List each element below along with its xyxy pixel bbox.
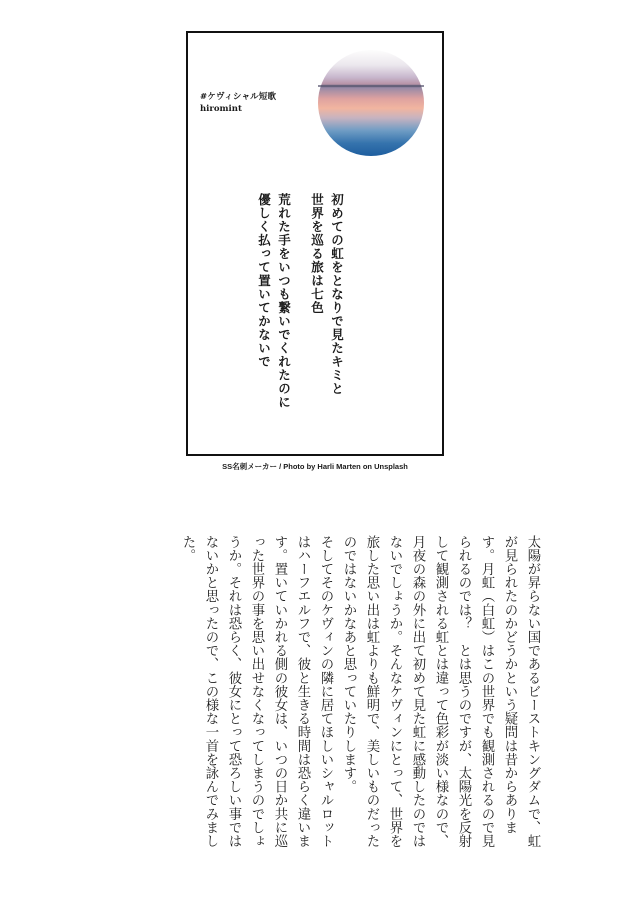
poem-line-2: 世界を巡る旅は七色 [309,193,325,315]
poem-line-3: 荒れた手をいつも繋いでくれたのに [276,193,292,409]
hashtag: #ケヴィシャル短歌 [200,92,277,102]
image-credit-caption: SS名刺メーカー / Photo by Harli Marten on Unsplash [222,462,408,471]
essay-paragraph-1: 太陽が昇らない国であるビーストキングダムで、虹が見られたのかどうかという疑問は昔からあります。月虹（白虹）はこの世界でも観測されるので見られるのでは？ とは思うのですが、太陽光を反射して観測される虹とは違って色彩が淡い様なので、月夜の森の外に出て初めて見た虹に感動したのではないでしょうか。そんなケヴィンにとって、世界を旅した思い出は虹よりも鮮明で、美しいものだったのではないかなあと思っていたりします。 [341,535,540,848]
essay-paragraph-2: そしてそのケヴィンの隣に居てほしいシャルロットはハーフエルフで、彼と生きる時間は恐らく違います。置いていかれる側の彼女は、いつの日か共に巡った世界の事を思い出せなくなってしまうのでしょうか。それは恐らく、彼女にとって恐ろしい事ではないかと思ったので、この様な一首を詠んでみました。 [180,535,333,848]
author-name: hiromint [200,104,242,114]
tanka-card [186,31,444,456]
horizon-line [318,85,424,87]
essay-text [176,535,544,855]
poem-line-1: 初めての虹をとなりで見たキミと [329,193,345,396]
sunset-sea-circle-image [318,50,424,156]
poem-line-4: 優しく払って置いてかないで [256,193,272,369]
